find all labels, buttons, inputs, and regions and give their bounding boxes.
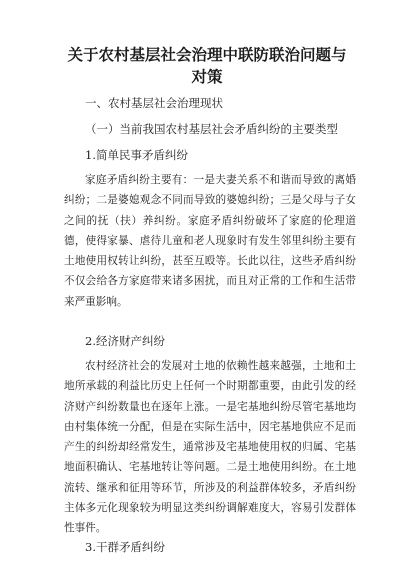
section-heading: 一、农村基层社会治理现状: [85, 96, 223, 110]
document-title: 关于农村基层社会治理中联防联治问题与对策: [67, 46, 347, 86]
item-heading-2: 2.经济财产纠纷: [85, 334, 165, 348]
item-heading-3: 3.干群矛盾纠纷: [85, 540, 165, 554]
subsection-heading: （一）当前我国农村基层社会矛盾纠纷的主要类型: [85, 122, 338, 136]
item-heading-1: 1.简单民事矛盾纠纷: [85, 148, 188, 162]
body-paragraph-1: 家庭矛盾纠纷主要有：一是夫妻关系不和谐而导致的离婚纠纷；二是婆媳观念不同而导致的婆媳纠纷；三是父母与子女之间的抚（扶）养纠纷。家庭矛盾纠纷破坏了家庭的伦理道德，使得家暴、虐待儿童和老人现象时有发生邻里纠纷主要有土地使用权转让纠纷，甚至互殴等。长此以往，这些矛盾纠纷不仅会给各方家庭带来诸多困扰，而且对正常的工作和生活带来严重影响。: [64, 174, 356, 308]
body-paragraph-2: 农村经济社会的发展对土地的依赖性越来越强，土地和土地所承载的利益比历史上任何一个时期都重要，由此引发的经济财产纠纷数量也在逐年上涨。一是宅基地纠纷尽管宅基地均由村集体统一分配，但是在实际生活中，因宅基地供应不足而产生的纠纷却经常发生，通常涉及宅基地使用权的归属、宅基地面积确认、宅基地转让等问题。二是土地使用纠纷。在土地流转、继承和征用等环节，所涉及的利益群体较多，矛盾纠纷主体多元化现象较为明显这类纠纷调解难度大，容易引发群体性事件。: [64, 360, 356, 535]
